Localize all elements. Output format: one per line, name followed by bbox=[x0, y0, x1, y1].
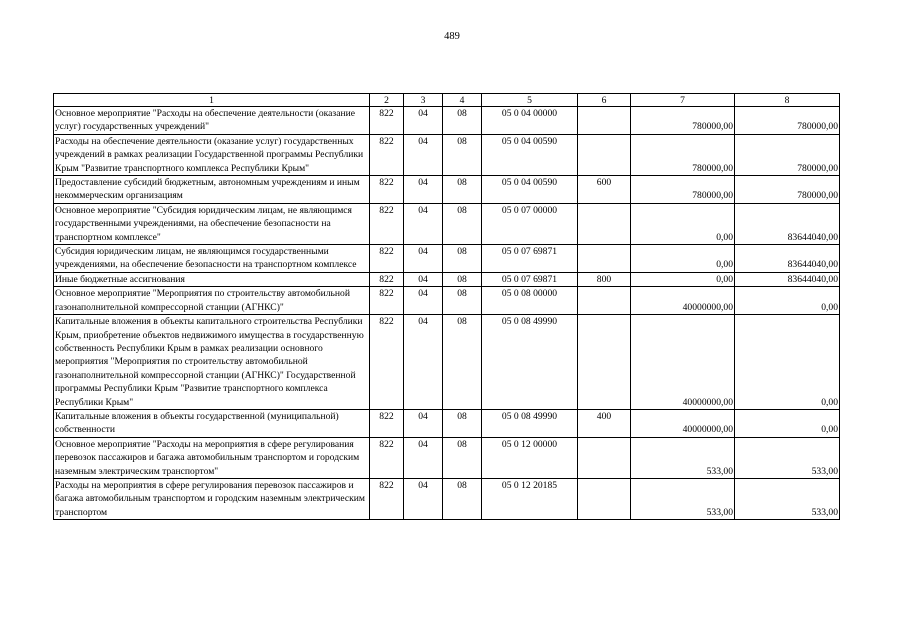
section-code: 04 bbox=[404, 203, 443, 244]
item-name: Иные бюджетные ассигнования bbox=[54, 272, 370, 286]
expense-type-code bbox=[578, 437, 631, 478]
amount-col-7: 0,00 bbox=[631, 245, 735, 273]
subsection-code: 08 bbox=[443, 245, 482, 273]
section-code: 04 bbox=[404, 134, 443, 175]
item-name: Расходы на обеспечение деятельности (оказание услуг) государственных учреждений в рамках реализации Государственной программы Республики Крым "Развитие транспортного комплекса Республики Крым" bbox=[54, 134, 370, 175]
expense-type-code bbox=[578, 287, 631, 315]
table-row bbox=[54, 287, 840, 315]
target-article-code: 05 0 04 00590 bbox=[482, 134, 578, 175]
section-code: 04 bbox=[404, 107, 443, 135]
item-name: Основное мероприятие "Расходы на обеспечение деятельности (оказание услуг) государственных учреждений" bbox=[54, 107, 370, 135]
section-code: 04 bbox=[404, 287, 443, 315]
col-header-4: 4 bbox=[443, 94, 482, 107]
amount-col-8: 533,00 bbox=[735, 478, 840, 519]
expense-type-code: 600 bbox=[578, 176, 631, 204]
target-article-code: 05 0 07 69871 bbox=[482, 272, 578, 286]
amount-col-7: 40000000,00 bbox=[631, 287, 735, 315]
subsection-code: 08 bbox=[443, 203, 482, 244]
amount-col-8: 83644040,00 bbox=[735, 272, 840, 286]
table-row bbox=[54, 478, 840, 519]
amount-col-8: 780000,00 bbox=[735, 176, 840, 204]
amount-col-8: 0,00 bbox=[735, 315, 840, 410]
item-name: Субсидия юридическим лицам, не являющимся государственными учреждениями, на обеспечение безопасности на транспортном комплексе bbox=[54, 245, 370, 273]
amount-col-7: 0,00 bbox=[631, 272, 735, 286]
section-code: 04 bbox=[404, 315, 443, 410]
table-row bbox=[54, 176, 840, 204]
item-name: Предоставление субсидий бюджетным, автономным учреждениям и иным некоммерческим организациям bbox=[54, 176, 370, 204]
amount-col-7: 0,00 bbox=[631, 203, 735, 244]
amount-col-8: 780000,00 bbox=[735, 134, 840, 175]
table-row bbox=[54, 245, 840, 273]
admin-code: 822 bbox=[370, 134, 404, 175]
subsection-code: 08 bbox=[443, 409, 482, 437]
amount-col-7: 780000,00 bbox=[631, 176, 735, 204]
table-body bbox=[54, 107, 840, 520]
subsection-code: 08 bbox=[443, 315, 482, 410]
subsection-code: 08 bbox=[443, 478, 482, 519]
amount-col-8: 780000,00 bbox=[735, 107, 840, 135]
target-article-code: 05 0 08 49990 bbox=[482, 409, 578, 437]
target-article-code: 05 0 12 20185 bbox=[482, 478, 578, 519]
expense-type-code: 400 bbox=[578, 409, 631, 437]
item-name: Основное мероприятие "Расходы на мероприятия в сфере регулирования перевозок пассажиров и багажа автомобильным транспортом и городским наземным электрическим транспортом" bbox=[54, 437, 370, 478]
expense-type-code bbox=[578, 107, 631, 135]
amount-col-7: 533,00 bbox=[631, 478, 735, 519]
amount-col-8: 83644040,00 bbox=[735, 245, 840, 273]
section-code: 04 bbox=[404, 176, 443, 204]
item-name: Расходы на мероприятия в сфере регулирования перевозок пассажиров и багажа автомобильным транспортом и городским наземным электрическим транспортом bbox=[54, 478, 370, 519]
col-header-3: 3 bbox=[404, 94, 443, 107]
target-article-code: 05 0 12 00000 bbox=[482, 437, 578, 478]
section-code: 04 bbox=[404, 409, 443, 437]
admin-code: 822 bbox=[370, 478, 404, 519]
table-row bbox=[54, 107, 840, 135]
amount-col-8: 533,00 bbox=[735, 437, 840, 478]
col-header-2: 2 bbox=[370, 94, 404, 107]
admin-code: 822 bbox=[370, 437, 404, 478]
admin-code: 822 bbox=[370, 315, 404, 410]
target-article-code: 05 0 04 00590 bbox=[482, 176, 578, 204]
subsection-code: 08 bbox=[443, 272, 482, 286]
amount-col-7: 533,00 bbox=[631, 437, 735, 478]
expense-type-code: 800 bbox=[578, 272, 631, 286]
amount-col-7: 780000,00 bbox=[631, 134, 735, 175]
subsection-code: 08 bbox=[443, 134, 482, 175]
table-row bbox=[54, 203, 840, 244]
target-article-code: 05 0 07 69871 bbox=[482, 245, 578, 273]
item-name: Капитальные вложения в объекты государственной (муниципальной) собственности bbox=[54, 409, 370, 437]
item-name: Капитальные вложения в объекты капитального строительства Республики Крым, приобретение объектов недвижимого имущества в государственную собственность Республики Крым в рамках реализации основного мероприятия "Мероприятия по строительству автомобильной газонаполнительной компрессорной станции (АГНКС)" Государственной программы Республики Крым "Развитие транспортного комплекса Республики Крым" bbox=[54, 315, 370, 410]
expense-type-code bbox=[578, 315, 631, 410]
section-code: 04 bbox=[404, 272, 443, 286]
page-number: 489 bbox=[444, 31, 460, 42]
amount-col-7: 40000000,00 bbox=[631, 315, 735, 410]
expense-type-code bbox=[578, 245, 631, 273]
section-code: 04 bbox=[404, 437, 443, 478]
amount-col-7: 40000000,00 bbox=[631, 409, 735, 437]
target-article-code: 05 0 04 00000 bbox=[482, 107, 578, 135]
admin-code: 822 bbox=[370, 272, 404, 286]
col-header-7: 7 bbox=[631, 94, 735, 107]
subsection-code: 08 bbox=[443, 287, 482, 315]
target-article-code: 05 0 07 00000 bbox=[482, 203, 578, 244]
admin-code: 822 bbox=[370, 245, 404, 273]
section-code: 04 bbox=[404, 478, 443, 519]
header-row bbox=[54, 94, 840, 107]
expense-type-code bbox=[578, 134, 631, 175]
budget-table bbox=[53, 93, 840, 520]
table-row bbox=[54, 315, 840, 410]
subsection-code: 08 bbox=[443, 176, 482, 204]
table-row bbox=[54, 134, 840, 175]
admin-code: 822 bbox=[370, 107, 404, 135]
col-header-8: 8 bbox=[735, 94, 840, 107]
amount-col-8: 0,00 bbox=[735, 287, 840, 315]
admin-code: 822 bbox=[370, 203, 404, 244]
subsection-code: 08 bbox=[443, 107, 482, 135]
subsection-code: 08 bbox=[443, 437, 482, 478]
col-header-1: 1 bbox=[54, 94, 370, 107]
amount-col-8: 83644040,00 bbox=[735, 203, 840, 244]
admin-code: 822 bbox=[370, 176, 404, 204]
section-code: 04 bbox=[404, 245, 443, 273]
col-header-5: 5 bbox=[482, 94, 578, 107]
table-row bbox=[54, 272, 840, 286]
target-article-code: 05 0 08 00000 bbox=[482, 287, 578, 315]
expense-type-code bbox=[578, 478, 631, 519]
expense-type-code bbox=[578, 203, 631, 244]
amount-col-7: 780000,00 bbox=[631, 107, 735, 135]
item-name: Основное мероприятие "Субсидия юридическим лицам, не являющимся государственными учреждениями, на обеспечение безопасности на транспортном комплексе" bbox=[54, 203, 370, 244]
admin-code: 822 bbox=[370, 287, 404, 315]
target-article-code: 05 0 08 49990 bbox=[482, 315, 578, 410]
amount-col-8: 0,00 bbox=[735, 409, 840, 437]
item-name: Основное мероприятие "Мероприятия по строительству автомобильной газонаполнительной компрессорной станции (АГНКС)" bbox=[54, 287, 370, 315]
admin-code: 822 bbox=[370, 409, 404, 437]
table-row bbox=[54, 437, 840, 478]
col-header-6: 6 bbox=[578, 94, 631, 107]
table-row bbox=[54, 409, 840, 437]
